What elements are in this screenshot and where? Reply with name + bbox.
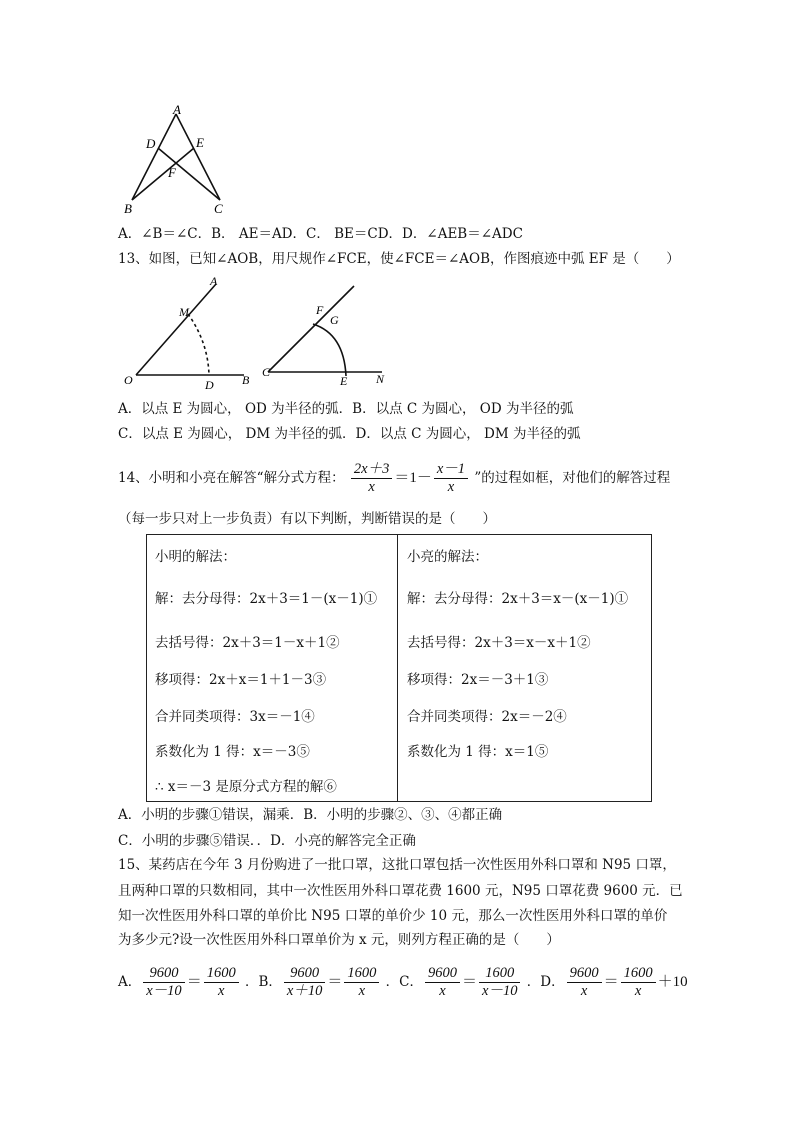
fraction-numerator: 9600 <box>284 965 325 983</box>
ray-CF <box>268 286 354 372</box>
option-label: ．D． <box>526 974 565 990</box>
xiaoliang-step-3: 移项得：2x＝－3＋1③ <box>407 672 549 688</box>
q13-options-line2: C．以点 E 为圆心， DM 为半径的弧．D．以点 C 为圆心， DM 为半径的弧 <box>118 426 581 442</box>
xiaoming-title: 小明的解法： <box>155 549 236 565</box>
fraction-numerator: 2x＋3 <box>351 461 392 479</box>
q12-options: A．∠B＝∠C．B． AE＝AD．C． BE＝CD．D．∠AEB＝∠ADC <box>118 226 523 242</box>
label-E: E <box>340 374 348 388</box>
xiaoliang-step-4: 合并同类项得：2x＝－2④ <box>407 709 567 725</box>
q14-fraction-left <box>351 461 392 496</box>
option-label: ．C． <box>385 974 424 990</box>
fraction-denominator: x <box>634 983 642 999</box>
q15-option-b: ．B． $\frac{9600}{x+10}$ ＝ $\frac{1600}{x}$ <box>245 974 386 990</box>
fraction-numerator: 1600 <box>344 965 379 983</box>
fraction-denominator: x <box>358 983 366 999</box>
q15-option-c: ．C． $\frac{9600}{x}$ ＝ $\frac{1600}{x-10}$ <box>386 974 527 990</box>
xiaoliang-title: 小亮的解法： <box>407 549 488 565</box>
fraction-denominator: x <box>217 983 225 999</box>
label-A: A <box>210 274 218 288</box>
fraction-numerator: 9600 <box>143 965 184 983</box>
table-divider <box>397 535 398 801</box>
xiaoliang-step-2: 去括号得：2x＋3＝x－x＋1② <box>407 635 591 651</box>
xiaoliang-step-5: 系数化为 1 得：x＝1⑤ <box>407 744 549 760</box>
fraction-numerator: 9600 <box>567 965 602 983</box>
fraction-denominator: x－10 <box>146 983 182 999</box>
fraction-denominator: x <box>580 983 588 999</box>
fraction-denominator: x＋10 <box>286 983 323 999</box>
q15-option-a: A． $\frac{9600}{x-10}$ ＝ $\frac{1600}{x}$ <box>118 974 245 990</box>
fraction <box>479 965 520 1000</box>
q15-option-d: ．D． $\frac{9600}{x}$ ＝ $\frac{1600}{x}$ ＋10 <box>526 965 688 999</box>
fraction-numerator: x－1 <box>434 461 468 479</box>
label-C: C <box>214 201 223 216</box>
figure-q12 <box>118 100 248 218</box>
fraction-denominator: x <box>447 479 455 495</box>
xiaoming-step-4: 合并同类项得：3x＝－1④ <box>155 709 315 725</box>
q15-line2: 且两种口罩的只数相同，其中一次性医用外科口罩花费 1600 元，N95 口罩花费 9600 元．已 <box>118 883 683 899</box>
fraction-numerator: 9600 <box>425 965 460 983</box>
label-A: A <box>173 102 181 117</box>
label-G: G <box>330 313 339 327</box>
fraction <box>344 965 379 1000</box>
fraction-denominator: x <box>368 479 375 495</box>
label-N: N <box>376 372 385 386</box>
label-D: D <box>205 378 214 392</box>
fraction <box>143 965 184 1000</box>
q14-stem-post: ”的过程如框，对他们的解答过程 <box>474 470 671 486</box>
option-tail: ＋10 <box>657 974 688 990</box>
label-B: B <box>124 201 132 216</box>
q14-stem-pre: 14、小明和小亮在解答“解分式方程： <box>118 470 345 486</box>
label-B: B <box>242 373 250 387</box>
ray-OA <box>136 284 216 375</box>
xiaoming-step-5: 系数化为 1 得：x＝－3⑤ <box>155 744 310 760</box>
fraction <box>284 965 325 1000</box>
label-D: D <box>146 136 156 151</box>
fraction <box>425 965 460 1000</box>
label-F: F <box>316 303 324 317</box>
option-label: A． <box>118 974 142 990</box>
figure-q13 <box>118 272 398 392</box>
fraction-numerator: 1600 <box>621 965 656 983</box>
q14-fraction-right <box>434 461 468 496</box>
q14-stem-line2: （每一步只对上一步负责）有以下判断，判断错误的是（ ） <box>118 511 496 527</box>
label-M: M <box>179 305 189 319</box>
q14-eq-middle: ＝1－ <box>394 470 432 486</box>
q14-options-line2: C．小明的步骤⑤错误．．D．小亮的解答完全正确 <box>118 833 416 849</box>
q15-line4: 为多少元?设一次性医用外科口罩单价为 x 元，则列方程正确的是（ ） <box>118 932 560 948</box>
arc-EF <box>313 324 346 376</box>
segment-BE <box>132 148 194 200</box>
xiaoming-step-3: 移项得：2x＋x＝1＋1－3③ <box>155 672 327 688</box>
fraction <box>621 965 656 1000</box>
fraction <box>567 965 602 1000</box>
arc-MD-dashed <box>188 314 209 375</box>
xiaoming-step-6: ∴ x＝－3 是原分式方程的解⑥ <box>155 779 337 795</box>
q15-line3: 知一次性医用外科口罩的单价比 N95 口罩的单价少 10 元，那么一次性医用外科口罩的单价 <box>118 908 668 924</box>
label-C: C <box>262 365 271 379</box>
fraction-numerator: 1600 <box>204 965 239 983</box>
q15-options <box>118 962 688 1002</box>
q14-stem <box>118 458 670 498</box>
fraction-denominator: x－10 <box>482 983 518 999</box>
fraction-numerator: 1600 <box>479 965 520 983</box>
fraction <box>204 965 239 1000</box>
q14-solutions-table <box>146 534 652 802</box>
label-E: E <box>196 135 204 150</box>
xiaoliang-step-1: 解：去分母得：2x＋3＝x－(x－1)① <box>407 591 629 607</box>
label-F: F <box>168 165 176 180</box>
xiaoming-step-1: 解：去分母得：2x＋3＝1－(x－1)① <box>155 591 378 607</box>
fraction-denominator: x <box>439 983 446 999</box>
option-label: ．B． <box>245 974 282 990</box>
q14-options-line1: A．小明的步骤①错误，漏乘．B．小明的步骤②、③、④都正确 <box>118 807 503 823</box>
xiaoming-step-2: 去括号得：2x＋3＝1－x＋1② <box>155 635 340 651</box>
q13-stem: 13、如图，已知∠AOB，用尺规作∠FCE，使∠FCE＝∠AOB，作图痕迹中弧 EF 是（ ） <box>118 251 680 267</box>
label-O: O <box>124 373 133 387</box>
q13-options-line1: A．以点 E 为圆心， OD 为半径的弧．B．以点 C 为圆心， OD 为半径的弧 <box>118 401 574 417</box>
q15-line1: 15、某药店在今年 3 月份购进了一批口罩，这批口罩包括一次性医用外科口罩和 N95 口罩， <box>118 857 676 873</box>
